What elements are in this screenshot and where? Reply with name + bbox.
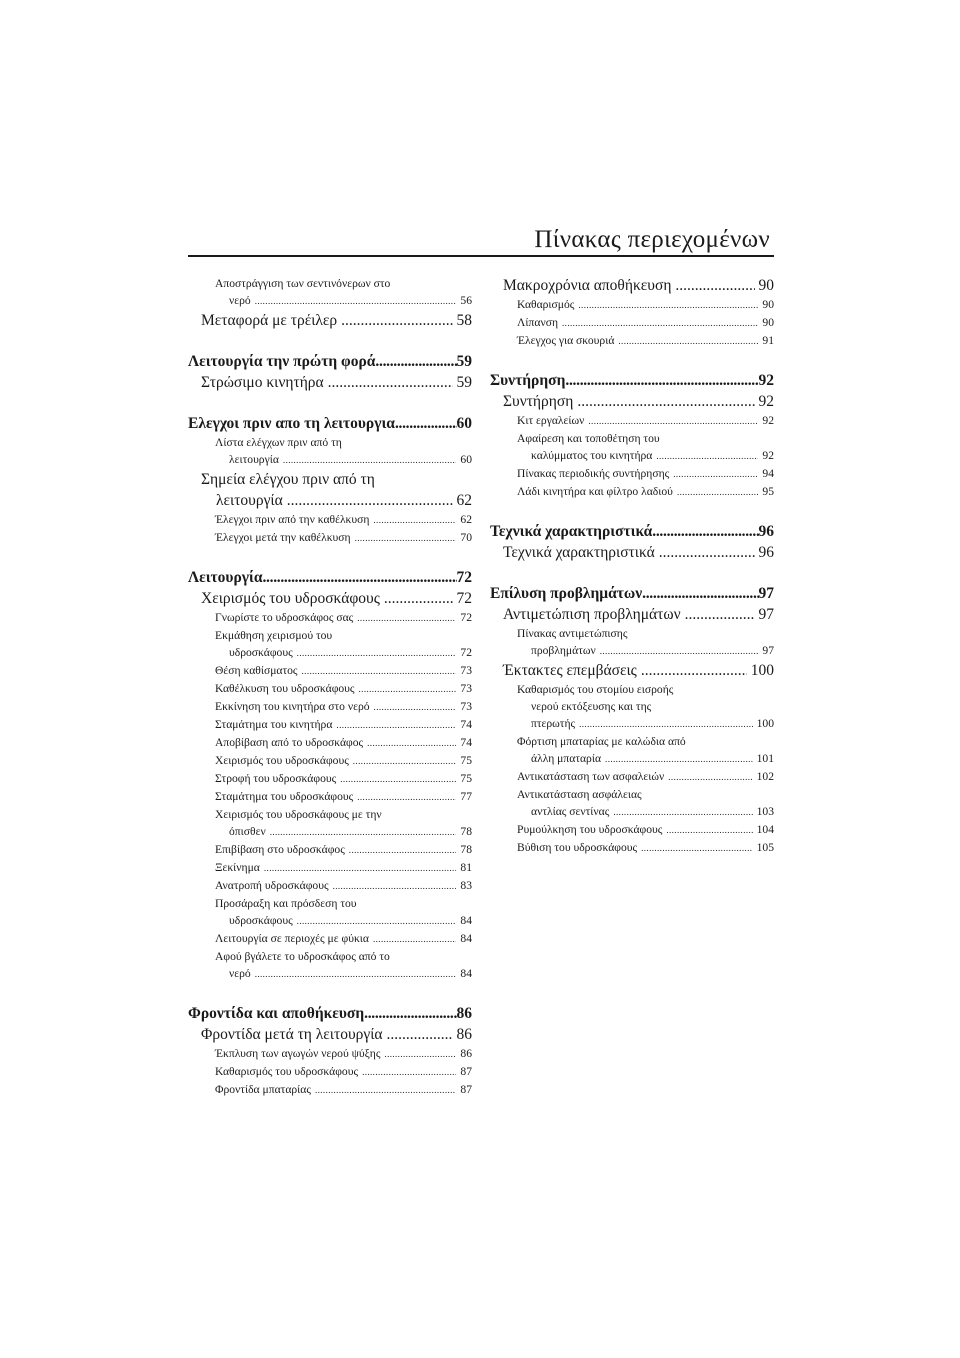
page-number: 72 xyxy=(456,569,472,586)
toc-entry-level-3[interactable] xyxy=(188,752,472,770)
dot-leader xyxy=(387,1024,453,1045)
toc-entry-text: Φροντίδα μπαταρίας xyxy=(215,1083,311,1096)
page-number: 81 xyxy=(460,861,472,874)
toc-entry-text: Αφαίρεση και τοποθέτηση του xyxy=(517,432,660,445)
page-number: 86 xyxy=(460,1047,472,1060)
toc-entry-text: Ανατροπή υδροσκάφους xyxy=(215,879,329,892)
toc-entry-level-3[interactable] xyxy=(490,412,774,430)
toc-entry-level-3[interactable] xyxy=(490,296,774,314)
toc-entry-text: Καθαρισμός του υδροσκάφους xyxy=(215,1065,359,1078)
toc-entry-text: Έκπλυση των αγωγών νερού ψύξης xyxy=(215,1047,381,1060)
page-number: 97 xyxy=(758,606,774,623)
toc-entry-level-1[interactable] xyxy=(490,370,774,391)
toc-right-column xyxy=(490,275,774,857)
page-number: 72 xyxy=(460,646,472,659)
page-number: 62 xyxy=(456,492,472,509)
dot-leader xyxy=(357,789,456,806)
toc-entry-text: Μακροχρόνια αποθήκευση xyxy=(503,277,672,294)
page-number: 59 xyxy=(456,353,472,370)
toc-entry-text: Προσάραξη και πρόσδεση του xyxy=(215,897,357,910)
toc-entry-text: Αποβίβαση από το υδροσκάφος xyxy=(215,736,364,749)
dot-leader xyxy=(297,645,457,662)
page-number: 96 xyxy=(758,544,774,561)
page-number: 86 xyxy=(456,1005,472,1022)
toc-entry-level-3[interactable] xyxy=(188,841,472,859)
page-number: 84 xyxy=(460,932,472,945)
toc-entry-level-2[interactable] xyxy=(188,588,472,609)
toc-entry-level-3[interactable] xyxy=(188,895,472,930)
toc-entry-level-3[interactable] xyxy=(490,733,774,768)
dot-leader xyxy=(642,583,758,604)
toc-entry-text: Καθαρισμός xyxy=(517,298,575,311)
toc-entry-level-3[interactable] xyxy=(188,877,472,895)
toc-entry-text: Αντικατάσταση ασφάλειας xyxy=(517,788,642,801)
toc-entry-level-3[interactable] xyxy=(188,859,472,877)
dot-leader xyxy=(613,804,752,821)
dot-leader xyxy=(659,542,755,563)
toc-entry-text: Ξεκίνημα xyxy=(215,861,260,874)
toc-entry-level-2[interactable] xyxy=(490,391,774,412)
dot-leader xyxy=(283,452,456,469)
page-number: 56 xyxy=(460,294,472,307)
toc-entry-level-2[interactable] xyxy=(490,542,774,563)
toc-entry-text: Τεχνικά χαρακτηριστικά xyxy=(503,544,655,561)
toc-entry-level-3[interactable] xyxy=(490,768,774,786)
dot-leader xyxy=(685,604,755,625)
dot-leader xyxy=(359,681,457,698)
toc-entry-text: πτερωτής xyxy=(531,717,576,730)
toc-entry-text: Επίλυση προβλημάτων xyxy=(490,585,643,602)
page-number: 103 xyxy=(756,805,774,818)
page-number: 60 xyxy=(460,453,472,466)
dot-leader xyxy=(652,521,758,542)
page-number: 59 xyxy=(456,374,472,391)
dot-leader xyxy=(600,643,759,660)
page-number: 104 xyxy=(756,823,774,836)
dot-leader xyxy=(357,610,456,627)
dot-leader xyxy=(656,448,758,465)
page-title: Πίνακας περιεχομένων xyxy=(534,226,770,253)
toc-entry-text: Επιβίβαση στο υδροσκάφος xyxy=(215,843,345,856)
toc-entry-text: Εκκίνηση του κινητήρα στο νερό xyxy=(215,700,370,713)
dot-leader xyxy=(355,530,457,547)
toc-entry-level-3[interactable] xyxy=(188,698,472,716)
page-number: 90 xyxy=(758,277,774,294)
toc-entry-text: όπισθεν xyxy=(229,825,266,838)
dot-leader xyxy=(562,315,758,332)
page-number: 78 xyxy=(460,843,472,856)
toc-entry-text: Αποστράγγιση των σεντινόνερων στο xyxy=(215,277,391,290)
toc-entry-level-3[interactable] xyxy=(490,839,774,857)
page-number: 72 xyxy=(456,590,472,607)
page-number: 95 xyxy=(762,485,774,498)
dot-leader xyxy=(353,753,457,770)
dot-leader xyxy=(605,751,753,768)
dot-leader xyxy=(315,1082,456,1099)
page-number: 92 xyxy=(762,414,774,427)
toc-entry-level-1[interactable] xyxy=(188,413,472,434)
toc-entry-level-3[interactable] xyxy=(188,734,472,752)
toc-entry-level-2[interactable] xyxy=(188,1024,472,1045)
toc-entry-level-3[interactable] xyxy=(490,465,774,483)
page-number: 74 xyxy=(460,718,472,731)
page-number: 77 xyxy=(460,790,472,803)
toc-entry-text: Λάδι κινητήρα και φίλτρο λαδιού xyxy=(517,485,673,498)
dot-leader xyxy=(333,878,457,895)
toc-entry-text: Έλεγχος για σκουριά xyxy=(517,334,615,347)
toc-entry-text: Σταμάτημα του κινητήρα xyxy=(215,718,333,731)
toc-entry-text: υδροσκάφους xyxy=(229,914,293,927)
toc-entry-text: Ελεγχοι πριν απο τη λειτουργια xyxy=(188,415,395,432)
toc-entry-level-3[interactable] xyxy=(188,662,472,680)
toc-entry-level-3[interactable] xyxy=(188,1063,472,1081)
toc-entry-level-1[interactable] xyxy=(188,567,472,588)
section-gap xyxy=(188,331,472,351)
toc-entry-level-1[interactable] xyxy=(188,351,472,372)
toc-entry-level-1[interactable] xyxy=(188,1003,472,1024)
page-number: 105 xyxy=(756,841,774,854)
toc-entry-level-3[interactable] xyxy=(188,627,472,662)
toc-entry-text: άλλη μπαταρία xyxy=(531,752,602,765)
dot-leader xyxy=(340,771,456,788)
page-number: 87 xyxy=(460,1065,472,1078)
page-number: 94 xyxy=(762,467,774,480)
toc-entry-text: Αντιμετώπιση προβλημάτων xyxy=(503,606,681,623)
dot-leader xyxy=(349,842,457,859)
dot-leader xyxy=(374,699,457,716)
toc-entry-text: αντλίας σεντίνας xyxy=(531,805,610,818)
toc-entry-level-3[interactable] xyxy=(188,806,472,841)
toc-entry-text: Μεταφορά με τρέιλερ xyxy=(201,312,338,329)
toc-entry-level-3[interactable] xyxy=(490,430,774,465)
page-number: 100 xyxy=(750,662,774,679)
toc-entry-text: Χειρισμός του υδροσκάφους xyxy=(201,590,380,607)
toc-entry-text: υδροσκάφους xyxy=(229,646,293,659)
toc-entry-text: Έλεγχοι πριν από την καθέλκυση xyxy=(215,513,370,526)
toc-entry-level-3[interactable] xyxy=(490,681,774,733)
dot-leader xyxy=(364,1003,456,1024)
dot-leader xyxy=(255,293,457,310)
section-gap xyxy=(490,350,774,370)
page-number: 97 xyxy=(758,585,774,602)
toc-entry-text: Θέση καθίσματος xyxy=(215,664,298,677)
page-number: 86 xyxy=(456,1026,472,1043)
toc-entry-level-2[interactable] xyxy=(188,310,472,331)
page-number: 84 xyxy=(460,914,472,927)
toc-entry-text: Φόρτιση μπαταρίας με καλώδια από xyxy=(517,735,686,748)
toc-entry-level-1[interactable] xyxy=(490,583,774,604)
toc-entry-level-3[interactable] xyxy=(188,930,472,948)
toc-entry-level-3[interactable] xyxy=(188,770,472,788)
toc-entry-level-3[interactable] xyxy=(490,483,774,501)
dot-leader xyxy=(395,413,457,434)
dot-leader xyxy=(578,297,758,314)
section-gap xyxy=(188,547,472,567)
toc-entry-text: λειτουργία xyxy=(229,453,279,466)
toc-entry-level-3[interactable] xyxy=(490,821,774,839)
dot-leader xyxy=(384,1046,456,1063)
toc-entry-text: Γνωρίστε το υδροσκάφος σας xyxy=(215,611,354,624)
toc-entry-text: Τεχνικά χαρακτηριστικά xyxy=(490,523,653,540)
toc-entry-text: Έλεγχοι μετά την καθέλκυση xyxy=(215,531,351,544)
toc-entry-level-2[interactable] xyxy=(490,660,774,681)
dot-leader xyxy=(302,663,457,680)
page-number: 92 xyxy=(758,393,774,410)
dot-leader xyxy=(641,660,747,681)
page-number: 90 xyxy=(762,316,774,329)
toc-entry-level-3[interactable] xyxy=(188,511,472,529)
page-number: 75 xyxy=(460,772,472,785)
toc-entry-text: νερό xyxy=(229,294,251,307)
toc-entry-text: Καθαρισμός του στομίου εισροής xyxy=(517,683,674,696)
toc-entry-level-3[interactable] xyxy=(188,1045,472,1063)
dot-leader xyxy=(287,490,453,511)
dot-leader xyxy=(328,372,453,393)
toc-entry-level-1[interactable] xyxy=(490,521,774,542)
section-gap xyxy=(490,501,774,521)
toc-entry-text: Στροφή του υδροσκάφους xyxy=(215,772,337,785)
page-number: 92 xyxy=(758,372,774,389)
toc-entry-level-2[interactable] xyxy=(490,275,774,296)
toc-entry-text: Λειτουργία την πρώτη φορά xyxy=(188,353,376,370)
dot-leader xyxy=(565,370,758,391)
dot-leader xyxy=(673,466,758,483)
toc-entry-text: λειτουργία xyxy=(216,492,283,509)
dot-leader xyxy=(373,931,456,948)
toc-entry-text: νερού εκτόξευσης και της xyxy=(531,700,652,713)
toc-entry-level-3[interactable] xyxy=(188,275,472,310)
toc-entry-text: Στρώσιμο κινητήρα xyxy=(201,374,324,391)
toc-entry-text: Πίνακας περιοδικής συντήρησης xyxy=(517,467,670,480)
toc-entry-text: Ρυμούλκηση του υδροσκάφους xyxy=(517,823,663,836)
dot-leader xyxy=(255,966,457,983)
toc-entry-text: καλύμματος του κινητήρα xyxy=(531,449,653,462)
toc-entry-text: Αντικατάσταση των ασφαλειών xyxy=(517,770,665,783)
page-number: 73 xyxy=(460,682,472,695)
toc-entry-text: Λειτουργία σε περιοχές με φύκια xyxy=(215,932,369,945)
dot-leader xyxy=(666,822,752,839)
toc-entry-level-3[interactable] xyxy=(188,788,472,806)
toc-entry-text: Συντήρηση xyxy=(503,393,574,410)
toc-entry-text: Βύθιση του υδροσκάφους xyxy=(517,841,638,854)
toc-entry-text: Λειτουργία xyxy=(188,569,263,586)
dot-leader xyxy=(384,588,453,609)
page-number: 78 xyxy=(460,825,472,838)
page-number: 74 xyxy=(460,736,472,749)
toc-entry-text: Χειρισμός του υδροσκάφους xyxy=(215,754,349,767)
page-number: 83 xyxy=(460,879,472,892)
dot-leader xyxy=(264,860,457,877)
page-number: 84 xyxy=(460,967,472,980)
dot-leader xyxy=(367,735,456,752)
section-gap xyxy=(490,563,774,583)
dot-leader xyxy=(297,913,457,930)
toc-entry-level-2[interactable] xyxy=(188,469,472,511)
dot-leader xyxy=(375,351,456,372)
toc-entry-level-3[interactable] xyxy=(490,625,774,660)
header-rule xyxy=(188,255,774,257)
dot-leader xyxy=(641,840,752,857)
toc-entry-text: Σταμάτημα του υδροσκάφους xyxy=(215,790,354,803)
dot-leader xyxy=(675,275,754,296)
toc-entry-level-3[interactable] xyxy=(188,680,472,698)
dot-leader xyxy=(262,567,456,588)
section-gap xyxy=(188,393,472,413)
dot-leader xyxy=(668,769,752,786)
page-number: 92 xyxy=(762,449,774,462)
toc-entry-text: Χειρισμός του υδροσκάφους με την xyxy=(215,808,382,821)
toc-entry-level-3[interactable] xyxy=(490,314,774,332)
toc-entry-level-3[interactable] xyxy=(188,716,472,734)
dot-leader xyxy=(588,413,758,430)
page-number: 87 xyxy=(460,1083,472,1096)
page-number: 100 xyxy=(756,717,774,730)
toc-entry-level-3[interactable] xyxy=(490,786,774,821)
dot-leader xyxy=(336,717,456,734)
toc-entry-text: Φροντίδα και αποθήκευση xyxy=(188,1005,365,1022)
toc-entry-text: νερό xyxy=(229,967,251,980)
toc-entry-text: Αφού βγάλετε το υδροσκάφος από το xyxy=(215,950,390,963)
toc-entry-text: Εκμάθηση χειρισμού του xyxy=(215,629,333,642)
toc-entry-level-2[interactable] xyxy=(490,604,774,625)
toc-entry-text: Έκτακτες επεμβάσεις xyxy=(503,662,637,679)
section-gap xyxy=(188,983,472,1003)
dot-leader xyxy=(579,716,752,733)
dot-leader xyxy=(373,512,456,529)
toc-entry-text: Πίνακας αντιμετώπισης xyxy=(517,627,628,640)
page-number: 101 xyxy=(756,752,774,765)
toc-entry-text: Λίστα ελέγχων πριν από τη xyxy=(215,436,342,449)
page-number: 90 xyxy=(762,298,774,311)
dot-leader xyxy=(270,824,457,841)
toc-entry-level-2[interactable] xyxy=(188,372,472,393)
dot-leader xyxy=(341,310,452,331)
page-number: 58 xyxy=(456,312,472,329)
page-number: 73 xyxy=(460,700,472,713)
toc-entry-text: Συντήρηση xyxy=(490,372,566,389)
toc-entry-text: Καθέλκυση του υδροσκάφους xyxy=(215,682,355,695)
page-number: 91 xyxy=(762,334,774,347)
toc-entry-text: Λίπανση xyxy=(517,316,559,329)
page-number: 70 xyxy=(460,531,472,544)
toc-entry-level-3[interactable] xyxy=(188,609,472,627)
toc-entry-text: Σημεία ελέγχου πριν από τη xyxy=(201,471,375,488)
toc-entry-level-3[interactable] xyxy=(188,434,472,469)
page-number: 97 xyxy=(762,644,774,657)
page-number: 75 xyxy=(460,754,472,767)
dot-leader xyxy=(362,1064,456,1081)
toc-entry-level-3[interactable] xyxy=(188,948,472,983)
toc-entry-text: προβλημάτων xyxy=(531,644,596,657)
dot-leader xyxy=(577,391,754,412)
page-number: 62 xyxy=(460,513,472,526)
page-number: 60 xyxy=(456,415,472,432)
toc-entry-level-3[interactable] xyxy=(188,1081,472,1099)
toc-left-column xyxy=(188,275,472,1099)
dot-leader xyxy=(677,484,758,501)
page-number: 72 xyxy=(460,611,472,624)
toc-entry-level-3[interactable] xyxy=(490,332,774,350)
toc-entry-level-3[interactable] xyxy=(188,529,472,547)
page-number: 73 xyxy=(460,664,472,677)
toc-entry-text: Κιτ εργαλείων xyxy=(517,414,585,427)
page-number: 102 xyxy=(756,770,774,783)
toc-entry-text: Φροντίδα μετά τη λειτουργία xyxy=(201,1026,383,1043)
dot-leader xyxy=(618,333,758,350)
page-number: 96 xyxy=(758,523,774,540)
